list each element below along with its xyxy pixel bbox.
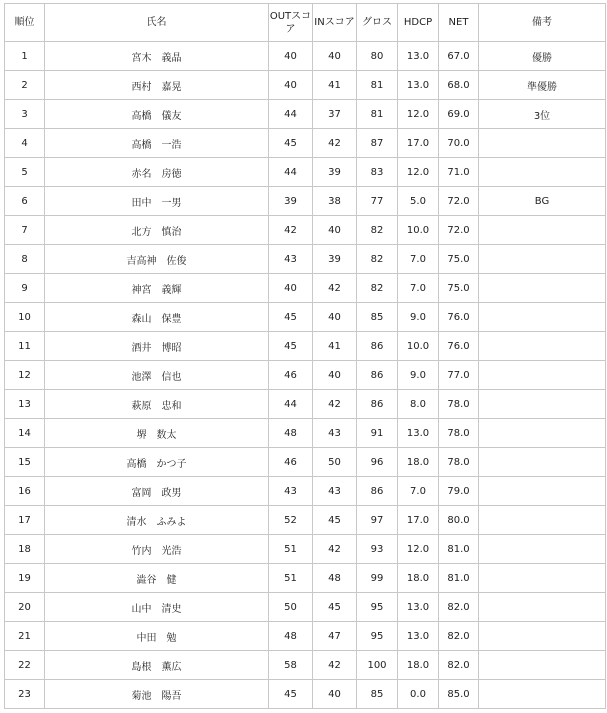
cell-out-score: 40 bbox=[269, 71, 313, 100]
cell-hdcp: 7.0 bbox=[398, 245, 439, 274]
cell-hdcp: 7.0 bbox=[398, 477, 439, 506]
cell-name: 吉高神 佐俊 bbox=[45, 245, 269, 274]
table-row bbox=[5, 680, 606, 709]
cell-in-score: 50 bbox=[313, 448, 357, 477]
cell-gross: 86 bbox=[357, 390, 398, 419]
cell-rank: 14 bbox=[5, 419, 45, 448]
cell-note bbox=[479, 332, 606, 361]
header-name: 氏名 bbox=[45, 4, 269, 42]
cell-net: 72.0 bbox=[439, 187, 479, 216]
table-row bbox=[5, 593, 606, 622]
cell-in-score: 45 bbox=[313, 506, 357, 535]
cell-in-score: 41 bbox=[313, 332, 357, 361]
cell-name: 高橋 一浩 bbox=[45, 129, 269, 158]
cell-hdcp: 13.0 bbox=[398, 71, 439, 100]
cell-out-score: 45 bbox=[269, 129, 313, 158]
cell-in-score: 38 bbox=[313, 187, 357, 216]
cell-in-score: 43 bbox=[313, 477, 357, 506]
cell-out-score: 44 bbox=[269, 390, 313, 419]
cell-name: 北方 慎治 bbox=[45, 216, 269, 245]
header-note: 備考 bbox=[479, 4, 606, 42]
cell-in-score: 40 bbox=[313, 680, 357, 709]
cell-note bbox=[479, 448, 606, 477]
cell-gross: 91 bbox=[357, 419, 398, 448]
cell-hdcp: 0.0 bbox=[398, 680, 439, 709]
table-row bbox=[5, 245, 606, 274]
header-out-score: OUTスコア bbox=[269, 4, 313, 42]
cell-hdcp: 17.0 bbox=[398, 506, 439, 535]
table-row bbox=[5, 274, 606, 303]
cell-net: 77.0 bbox=[439, 361, 479, 390]
cell-hdcp: 5.0 bbox=[398, 187, 439, 216]
cell-in-score: 42 bbox=[313, 129, 357, 158]
table-row bbox=[5, 100, 606, 129]
header-rank: 順位 bbox=[5, 4, 45, 42]
table-body bbox=[5, 42, 606, 709]
cell-gross: 80 bbox=[357, 42, 398, 71]
cell-in-score: 40 bbox=[313, 361, 357, 390]
cell-name: 山中 清史 bbox=[45, 593, 269, 622]
table-row bbox=[5, 129, 606, 158]
cell-rank: 12 bbox=[5, 361, 45, 390]
cell-hdcp: 18.0 bbox=[398, 564, 439, 593]
cell-in-score: 47 bbox=[313, 622, 357, 651]
cell-name: 竹内 光浩 bbox=[45, 535, 269, 564]
cell-net: 70.0 bbox=[439, 129, 479, 158]
cell-note bbox=[479, 651, 606, 680]
cell-note bbox=[479, 680, 606, 709]
cell-net: 85.0 bbox=[439, 680, 479, 709]
cell-note bbox=[479, 564, 606, 593]
cell-rank: 16 bbox=[5, 477, 45, 506]
cell-rank: 13 bbox=[5, 390, 45, 419]
cell-hdcp: 12.0 bbox=[398, 158, 439, 187]
table-row bbox=[5, 448, 606, 477]
table-row bbox=[5, 564, 606, 593]
cell-net: 81.0 bbox=[439, 535, 479, 564]
cell-name: 田中 一男 bbox=[45, 187, 269, 216]
header-gross: グロス bbox=[357, 4, 398, 42]
cell-out-score: 51 bbox=[269, 535, 313, 564]
cell-rank: 23 bbox=[5, 680, 45, 709]
table-row bbox=[5, 651, 606, 680]
cell-in-score: 42 bbox=[313, 274, 357, 303]
cell-gross: 81 bbox=[357, 71, 398, 100]
cell-rank: 19 bbox=[5, 564, 45, 593]
cell-note: BG bbox=[479, 187, 606, 216]
table-row bbox=[5, 419, 606, 448]
cell-out-score: 48 bbox=[269, 419, 313, 448]
cell-gross: 85 bbox=[357, 303, 398, 332]
cell-in-score: 39 bbox=[313, 245, 357, 274]
cell-in-score: 42 bbox=[313, 651, 357, 680]
cell-out-score: 51 bbox=[269, 564, 313, 593]
cell-net: 75.0 bbox=[439, 245, 479, 274]
cell-out-score: 52 bbox=[269, 506, 313, 535]
cell-name: 西村 嘉晃 bbox=[45, 71, 269, 100]
cell-in-score: 37 bbox=[313, 100, 357, 129]
cell-note bbox=[479, 245, 606, 274]
cell-net: 71.0 bbox=[439, 158, 479, 187]
cell-out-score: 46 bbox=[269, 361, 313, 390]
cell-in-score: 39 bbox=[313, 158, 357, 187]
cell-gross: 95 bbox=[357, 593, 398, 622]
cell-gross: 99 bbox=[357, 564, 398, 593]
cell-gross: 82 bbox=[357, 245, 398, 274]
cell-out-score: 44 bbox=[269, 158, 313, 187]
cell-hdcp: 10.0 bbox=[398, 216, 439, 245]
cell-net: 78.0 bbox=[439, 419, 479, 448]
cell-in-score: 45 bbox=[313, 593, 357, 622]
table-row bbox=[5, 390, 606, 419]
cell-in-score: 43 bbox=[313, 419, 357, 448]
cell-rank: 9 bbox=[5, 274, 45, 303]
cell-rank: 18 bbox=[5, 535, 45, 564]
cell-note bbox=[479, 622, 606, 651]
cell-hdcp: 17.0 bbox=[398, 129, 439, 158]
cell-gross: 86 bbox=[357, 361, 398, 390]
cell-gross: 86 bbox=[357, 332, 398, 361]
cell-name: 堺 数太 bbox=[45, 419, 269, 448]
cell-out-score: 45 bbox=[269, 680, 313, 709]
cell-net: 76.0 bbox=[439, 332, 479, 361]
cell-out-score: 43 bbox=[269, 477, 313, 506]
cell-note bbox=[479, 535, 606, 564]
cell-hdcp: 13.0 bbox=[398, 419, 439, 448]
cell-name: 池澤 信也 bbox=[45, 361, 269, 390]
cell-rank: 17 bbox=[5, 506, 45, 535]
cell-rank: 15 bbox=[5, 448, 45, 477]
cell-net: 67.0 bbox=[439, 42, 479, 71]
cell-gross: 77 bbox=[357, 187, 398, 216]
cell-out-score: 45 bbox=[269, 303, 313, 332]
cell-note bbox=[479, 129, 606, 158]
cell-name: 森山 保豊 bbox=[45, 303, 269, 332]
table-row bbox=[5, 535, 606, 564]
cell-rank: 5 bbox=[5, 158, 45, 187]
cell-name: 高橋 かつ子 bbox=[45, 448, 269, 477]
cell-in-score: 40 bbox=[313, 42, 357, 71]
table-row bbox=[5, 42, 606, 71]
cell-note bbox=[479, 593, 606, 622]
header-row bbox=[5, 4, 606, 42]
cell-rank: 4 bbox=[5, 129, 45, 158]
cell-rank: 20 bbox=[5, 593, 45, 622]
cell-out-score: 45 bbox=[269, 332, 313, 361]
cell-note bbox=[479, 506, 606, 535]
cell-hdcp: 12.0 bbox=[398, 100, 439, 129]
cell-net: 82.0 bbox=[439, 622, 479, 651]
cell-rank: 21 bbox=[5, 622, 45, 651]
table-row bbox=[5, 477, 606, 506]
cell-name: 清水 ふみよ bbox=[45, 506, 269, 535]
cell-out-score: 43 bbox=[269, 245, 313, 274]
cell-gross: 96 bbox=[357, 448, 398, 477]
cell-out-score: 48 bbox=[269, 622, 313, 651]
cell-name: 酒井 博昭 bbox=[45, 332, 269, 361]
header-net: NET bbox=[439, 4, 479, 42]
cell-in-score: 42 bbox=[313, 535, 357, 564]
cell-in-score: 40 bbox=[313, 303, 357, 332]
cell-net: 78.0 bbox=[439, 390, 479, 419]
table-row bbox=[5, 158, 606, 187]
table-row bbox=[5, 216, 606, 245]
cell-note bbox=[479, 477, 606, 506]
cell-out-score: 46 bbox=[269, 448, 313, 477]
cell-note bbox=[479, 303, 606, 332]
cell-note bbox=[479, 158, 606, 187]
cell-rank: 7 bbox=[5, 216, 45, 245]
results-table bbox=[4, 3, 606, 709]
cell-gross: 100 bbox=[357, 651, 398, 680]
cell-hdcp: 9.0 bbox=[398, 361, 439, 390]
cell-in-score: 40 bbox=[313, 216, 357, 245]
cell-rank: 10 bbox=[5, 303, 45, 332]
cell-hdcp: 10.0 bbox=[398, 332, 439, 361]
cell-name: 島根 薫広 bbox=[45, 651, 269, 680]
cell-note bbox=[479, 419, 606, 448]
cell-out-score: 58 bbox=[269, 651, 313, 680]
cell-name: 菊池 陽吾 bbox=[45, 680, 269, 709]
cell-net: 76.0 bbox=[439, 303, 479, 332]
cell-hdcp: 18.0 bbox=[398, 448, 439, 477]
cell-rank: 1 bbox=[5, 42, 45, 71]
cell-net: 72.0 bbox=[439, 216, 479, 245]
header-hdcp: HDCP bbox=[398, 4, 439, 42]
cell-gross: 83 bbox=[357, 158, 398, 187]
cell-gross: 95 bbox=[357, 622, 398, 651]
cell-gross: 97 bbox=[357, 506, 398, 535]
cell-hdcp: 18.0 bbox=[398, 651, 439, 680]
cell-name: 宮木 義晶 bbox=[45, 42, 269, 71]
cell-gross: 85 bbox=[357, 680, 398, 709]
cell-gross: 81 bbox=[357, 100, 398, 129]
cell-gross: 86 bbox=[357, 477, 398, 506]
cell-name: 中田 勉 bbox=[45, 622, 269, 651]
cell-net: 69.0 bbox=[439, 100, 479, 129]
cell-rank: 8 bbox=[5, 245, 45, 274]
cell-rank: 6 bbox=[5, 187, 45, 216]
cell-hdcp: 8.0 bbox=[398, 390, 439, 419]
table-header bbox=[5, 4, 606, 42]
cell-note bbox=[479, 274, 606, 303]
cell-hdcp: 7.0 bbox=[398, 274, 439, 303]
cell-gross: 87 bbox=[357, 129, 398, 158]
cell-net: 81.0 bbox=[439, 564, 479, 593]
table-row bbox=[5, 332, 606, 361]
cell-name: 神宮 義輝 bbox=[45, 274, 269, 303]
cell-rank: 22 bbox=[5, 651, 45, 680]
table-row bbox=[5, 506, 606, 535]
cell-net: 82.0 bbox=[439, 593, 479, 622]
cell-out-score: 39 bbox=[269, 187, 313, 216]
table-row bbox=[5, 622, 606, 651]
cell-note bbox=[479, 390, 606, 419]
cell-note: 優勝 bbox=[479, 42, 606, 71]
cell-net: 75.0 bbox=[439, 274, 479, 303]
cell-hdcp: 12.0 bbox=[398, 535, 439, 564]
cell-in-score: 42 bbox=[313, 390, 357, 419]
cell-rank: 2 bbox=[5, 71, 45, 100]
cell-net: 82.0 bbox=[439, 651, 479, 680]
cell-net: 68.0 bbox=[439, 71, 479, 100]
cell-out-score: 40 bbox=[269, 42, 313, 71]
table-row bbox=[5, 361, 606, 390]
cell-rank: 11 bbox=[5, 332, 45, 361]
cell-net: 78.0 bbox=[439, 448, 479, 477]
cell-net: 79.0 bbox=[439, 477, 479, 506]
cell-hdcp: 13.0 bbox=[398, 593, 439, 622]
cell-name: 高橋 儀友 bbox=[45, 100, 269, 129]
cell-name: 富岡 政男 bbox=[45, 477, 269, 506]
cell-note: 3位 bbox=[479, 100, 606, 129]
table-row bbox=[5, 187, 606, 216]
cell-name: 萩原 忠和 bbox=[45, 390, 269, 419]
cell-note: 準優勝 bbox=[479, 71, 606, 100]
cell-out-score: 44 bbox=[269, 100, 313, 129]
header-in-score: INスコア bbox=[313, 4, 357, 42]
cell-in-score: 41 bbox=[313, 71, 357, 100]
cell-out-score: 50 bbox=[269, 593, 313, 622]
cell-gross: 82 bbox=[357, 274, 398, 303]
cell-out-score: 40 bbox=[269, 274, 313, 303]
cell-name: 澁谷 健 bbox=[45, 564, 269, 593]
cell-out-score: 42 bbox=[269, 216, 313, 245]
cell-net: 80.0 bbox=[439, 506, 479, 535]
cell-hdcp: 9.0 bbox=[398, 303, 439, 332]
cell-gross: 93 bbox=[357, 535, 398, 564]
cell-gross: 82 bbox=[357, 216, 398, 245]
cell-name: 赤名 房徳 bbox=[45, 158, 269, 187]
cell-rank: 3 bbox=[5, 100, 45, 129]
cell-note bbox=[479, 361, 606, 390]
cell-in-score: 48 bbox=[313, 564, 357, 593]
table-row bbox=[5, 303, 606, 332]
cell-hdcp: 13.0 bbox=[398, 42, 439, 71]
table-row bbox=[5, 71, 606, 100]
cell-hdcp: 13.0 bbox=[398, 622, 439, 651]
cell-note bbox=[479, 216, 606, 245]
